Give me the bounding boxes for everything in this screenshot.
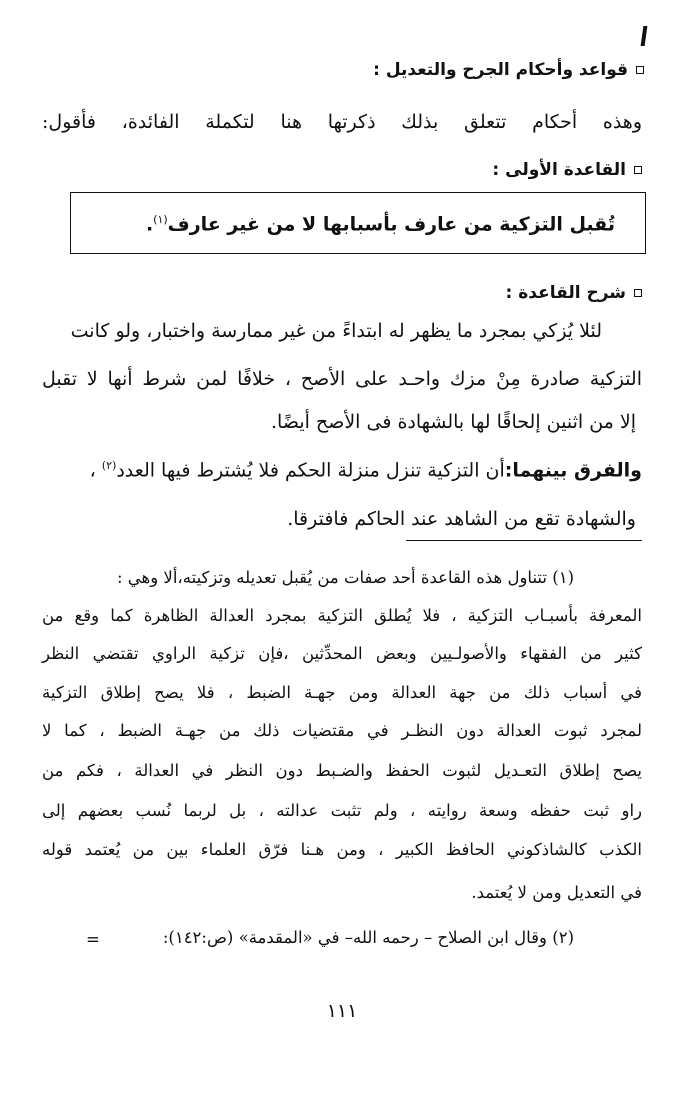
- footnote-2: (٢) وقال ابن الصلاح – رحمه الله– في «المقدمة» (ص:١٤٢):: [162, 928, 574, 947]
- difference-line: [42, 460, 642, 480]
- footnote-line: في أسباب ذلك من جهة العدالة ومن جهـة الضبط ، فلا يصح إطلاق التزكية: [42, 683, 642, 702]
- rule-box: [70, 192, 646, 254]
- footnote-line: الكذب كالشاذكوني الحافظ الكبير ، ومن هـنا فرّق العلماء بين من يُعتمد قوله: [42, 840, 642, 859]
- section-header: [373, 60, 644, 80]
- difference-line-2: والشهادة تقع من الشاهد عند الحاكم فافترقا.: [287, 508, 636, 530]
- footnote-ref-2[interactable]: (٢): [101, 459, 117, 472]
- rule-statement-text: تُقبل التزكية من عارف بأسبابها لا من غير عارف: [167, 213, 615, 236]
- explanation-line: لئلا يُزكي بمجرد ما يظهر له ابتداءً من غير ممارسة واختبار، ولو كانت: [70, 320, 602, 342]
- rule-statement-end: .: [145, 213, 154, 236]
- explanation-line: التزكية صادرة مِنْ مزك واحـد على الأصح ، خلافًا لمن شرط أنها لا تقبل: [42, 368, 642, 390]
- intro-text: وهذه أحكام تتعلق بذلك ذكرتها هنا لتكملة الفائدة، فأقول:: [42, 111, 642, 133]
- page-number: ١١١: [326, 1000, 358, 1022]
- square-bullet-icon: [636, 66, 644, 74]
- rule-statement: [146, 213, 615, 235]
- footnote-line: كثير من الفقهاء والأصولـيين وبعض المحدِّثين ،فإن تزكية الراوي تقتضي النظر: [42, 644, 642, 663]
- footnote-line: في التعديل ومن لا يُعتمد.: [471, 883, 642, 902]
- explanation-heading: [506, 283, 642, 303]
- explanation-heading-title: شرح القاعدة :: [505, 283, 626, 303]
- explanation-line: إلا من اثنين إلحاقًا لها بالشهادة فى الأصح أيضًا.: [271, 411, 636, 433]
- difference-end: ،: [89, 459, 102, 482]
- footnote-line: لمجرد ثبوت العدالة دون النظـر في مقتضيات ذلك من جهـة الضبط ، كما لا: [42, 721, 642, 740]
- footnote-line: (١) تتناول هذه القاعدة أحد صفات من يُقبل تعديله وتزكيته،ألا وهي :: [116, 568, 574, 587]
- footnote-line: راو ثبت حفظه وسعة روايته ، ولم تثبت عدالته ، بل لربما نُسب بعضهم إلى: [42, 801, 642, 820]
- difference-lead: والفرق بينهما:: [504, 459, 642, 482]
- section-header-title: قواعد وأحكام الجرح والتعديل :: [373, 60, 628, 80]
- corner-mark: [641, 26, 648, 46]
- footnote-line: المعرفة بأسبـاب التزكية ، فلا يُطلق التزكية بمجرد العدالة الظاهرة كما وقع من: [42, 606, 642, 625]
- footnote-line: يصح إطلاق التعـديل لثبوت الحفظ والضـبط دون النظر في العدالة ، فكم من: [42, 761, 642, 780]
- continuation-mark: =: [86, 930, 100, 949]
- rule-heading-title: القاعدة الأولى :: [492, 160, 626, 180]
- square-bullet-icon: [634, 166, 642, 174]
- square-bullet-icon: [634, 289, 642, 297]
- difference-text: أن التزكية تنزل منزلة الحكم فلا يُشترط فيها العدد: [116, 459, 505, 482]
- rule-heading: [492, 160, 642, 180]
- footnote-ref-1[interactable]: (١): [153, 213, 168, 226]
- footnote-separator: [406, 540, 642, 541]
